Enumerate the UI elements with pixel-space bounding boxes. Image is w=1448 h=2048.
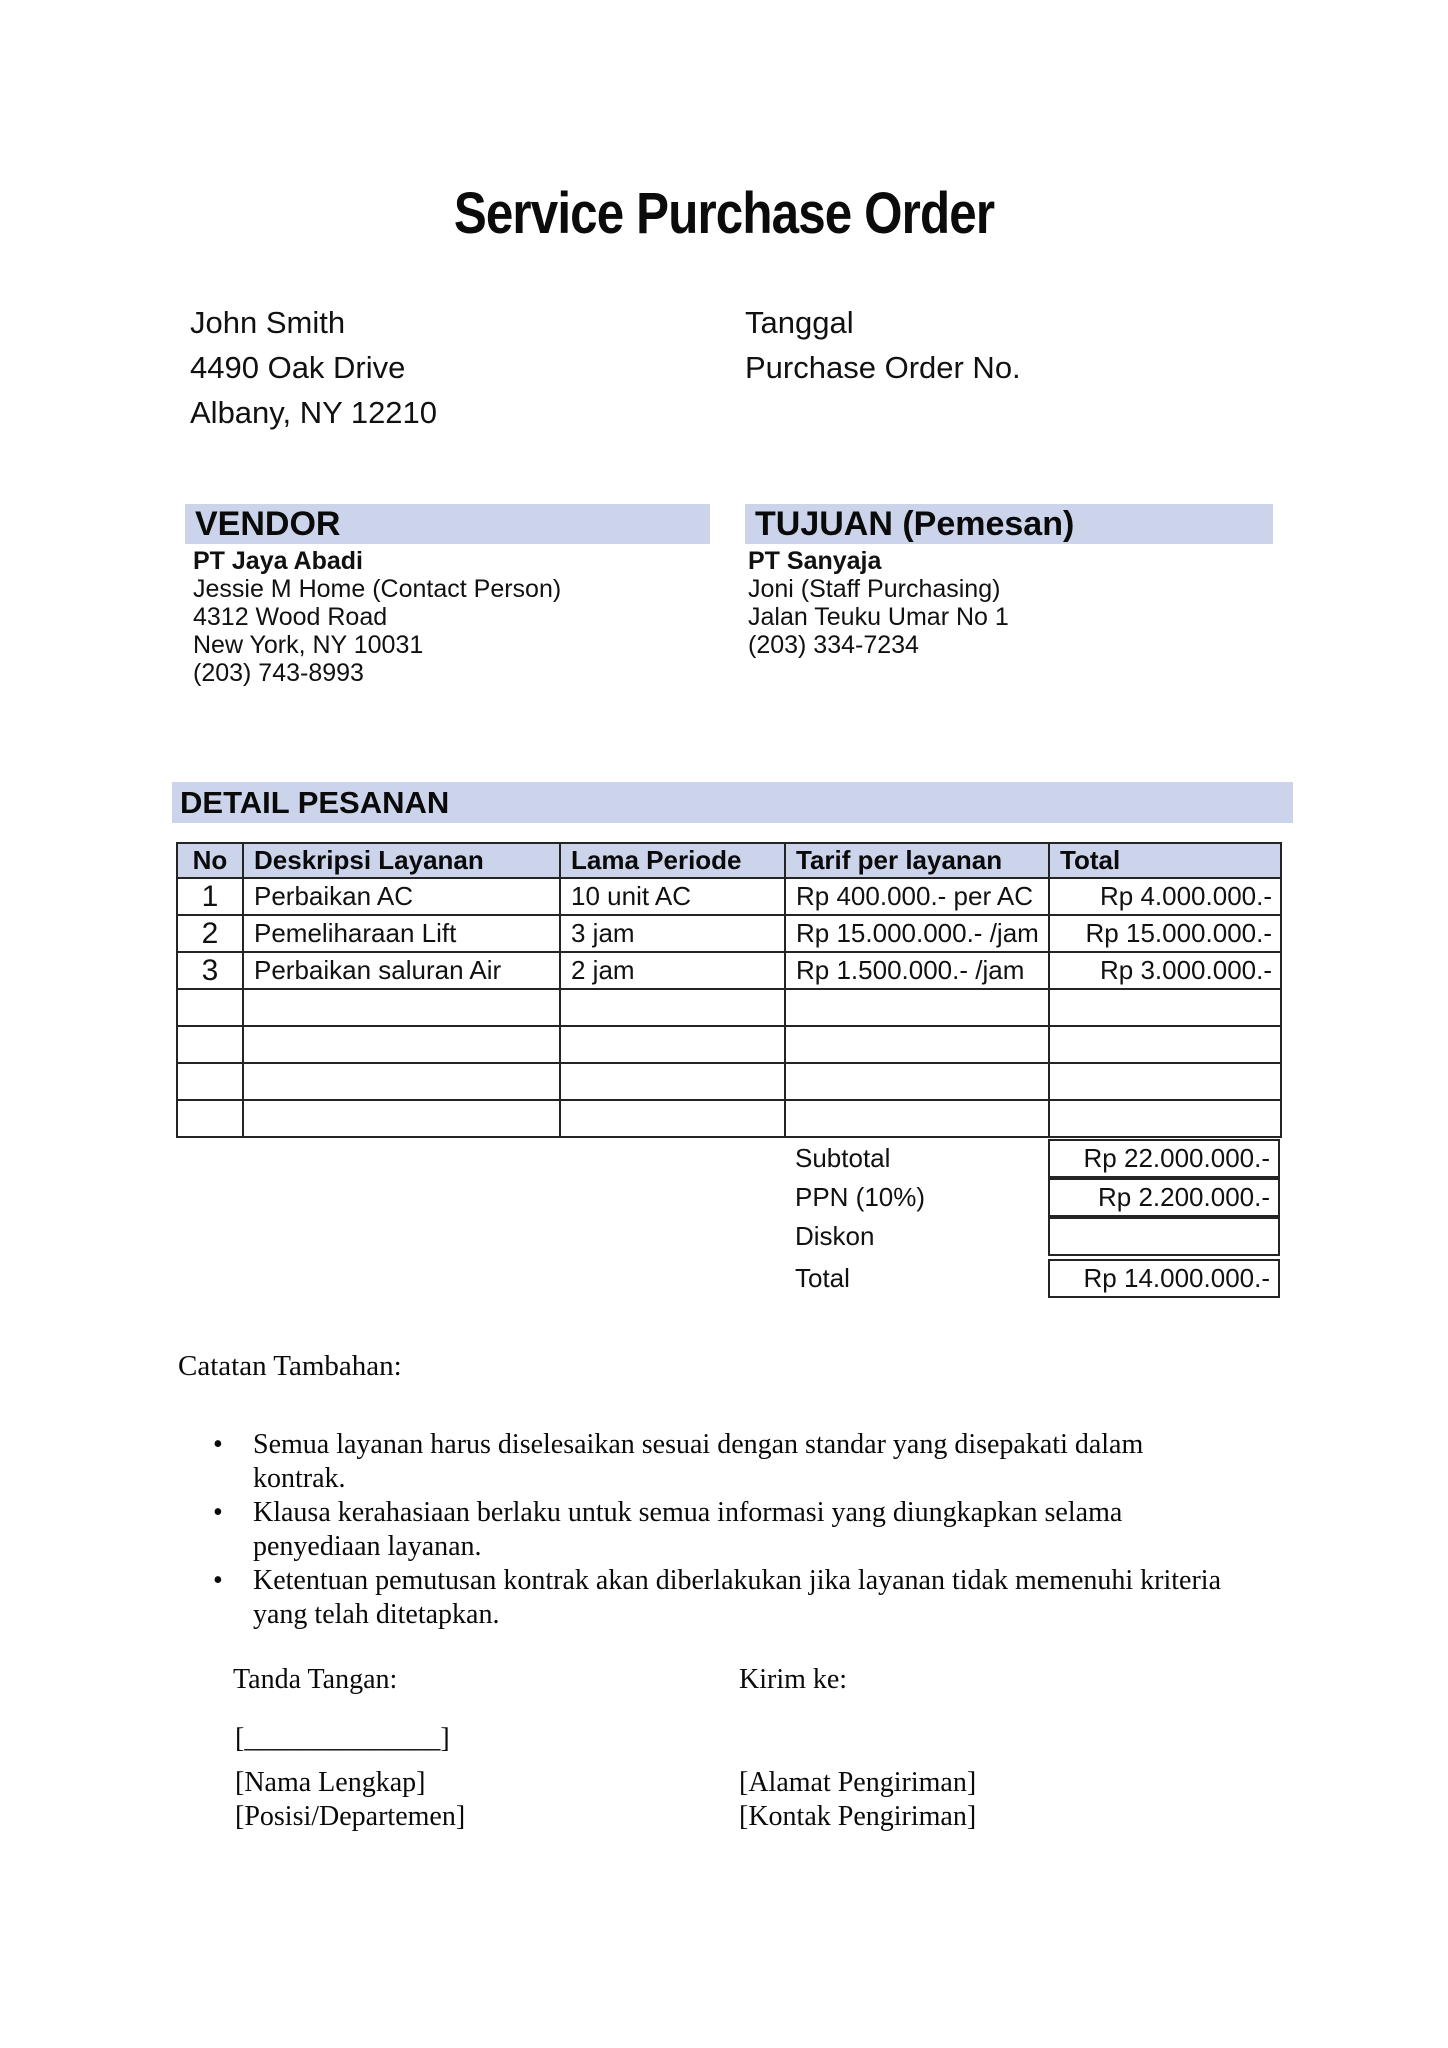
order-details-heading: DETAIL PESANAN: [180, 785, 450, 820]
customer-street: 4490 Oak Drive: [190, 350, 406, 385]
recipient-phone: (203) 334-7234: [748, 631, 919, 659]
table-row: [177, 952, 1281, 989]
order-items-table: [176, 842, 1282, 1138]
bullet-icon: •: [213, 1429, 223, 1460]
cell-total: [1049, 1100, 1281, 1137]
note-item: [213, 1564, 1293, 1632]
cell-total: [1049, 1026, 1281, 1063]
cell-deskripsi: Perbaikan AC: [243, 878, 560, 915]
cell-total: Rp 4.000.000.-: [1049, 878, 1281, 915]
signature-line: [______________]: [235, 1723, 450, 1754]
cell-total: [1049, 1063, 1281, 1100]
cell-no: [177, 1100, 243, 1137]
cell-lama: [560, 1063, 785, 1100]
grand-total-value: Rp 14.000.000.-: [1048, 1259, 1280, 1298]
vendor-heading: VENDOR: [195, 505, 341, 543]
cell-total: Rp 3.000.000.-: [1049, 952, 1281, 989]
order-meta-block: [745, 300, 1021, 390]
note-line: kontrak.: [253, 1463, 346, 1494]
ship-to-heading: Kirim ke:: [739, 1664, 848, 1695]
customer-address-block: [190, 300, 437, 435]
cell-no: [177, 1026, 243, 1063]
column-header-deskripsi: Deskripsi Layanan: [243, 843, 560, 878]
column-header-no: No: [177, 843, 243, 878]
cell-tarif: Rp 400.000.- per AC: [785, 878, 1049, 915]
vendor-phone: (203) 743-8993: [193, 659, 364, 687]
recipient-company: PT Sanyaja: [748, 547, 882, 575]
cell-tarif: [785, 989, 1049, 1026]
bullet-icon: •: [213, 1497, 223, 1528]
cell-tarif: [785, 1100, 1049, 1137]
shipping-contact-placeholder: [Kontak Pengiriman]: [739, 1801, 977, 1832]
signature-heading: Tanda Tangan:: [233, 1664, 398, 1695]
cell-deskripsi: [243, 1026, 560, 1063]
cell-no: 2: [177, 915, 243, 952]
cell-total: [1049, 989, 1281, 1026]
cell-tarif: [785, 1026, 1049, 1063]
cell-no: [177, 989, 243, 1026]
signature-placeholders: [235, 1766, 465, 1834]
page-title: Service Purchase Order: [453, 181, 995, 246]
signature-position-placeholder: [Posisi/Departemen]: [235, 1801, 466, 1832]
note-line: Ketentuan pemutusan kontrak akan diberlakukan jika layanan tidak memenuhi kriteria: [253, 1565, 1221, 1596]
shipping-address-placeholder: [Alamat Pengiriman]: [739, 1767, 977, 1798]
cell-deskripsi: [243, 1063, 560, 1100]
grand-total-label: Total: [795, 1263, 850, 1293]
po-number-label: Purchase Order No.: [745, 350, 1021, 385]
notes-heading: Catatan Tambahan:: [178, 1350, 402, 1382]
recipient-info-block: [748, 547, 1009, 659]
note-line: Semua layanan harus diselesaikan sesuai dengan standar yang disepakati dalam: [253, 1429, 1144, 1460]
note-line: Klausa kerahasiaan berlaku untuk semua informasi yang diungkapkan selama: [253, 1497, 1123, 1528]
table-row-empty: [177, 1026, 1281, 1063]
note-text: [253, 1564, 1221, 1632]
vendor-contact: Jessie M Home (Contact Person): [193, 575, 562, 603]
cell-tarif: [785, 1063, 1049, 1100]
column-header-lama-periode: Lama Periode: [560, 843, 785, 878]
note-line: penyediaan layanan.: [253, 1531, 482, 1562]
signature-name-placeholder: [Nama Lengkap]: [235, 1767, 426, 1798]
customer-name: John Smith: [190, 305, 346, 340]
table-row: [177, 915, 1281, 952]
table-header-row: [177, 843, 1281, 878]
recipient-street: Jalan Teuku Umar No 1: [748, 603, 1009, 631]
cell-lama: 2 jam: [560, 952, 785, 989]
table-row-empty: [177, 989, 1281, 1026]
cell-no: 1: [177, 878, 243, 915]
shipping-placeholders: [739, 1766, 976, 1834]
cell-deskripsi: [243, 989, 560, 1026]
vendor-city: New York, NY 10031: [193, 631, 424, 659]
table-row: [177, 878, 1281, 915]
cell-lama: 3 jam: [560, 915, 785, 952]
cell-tarif: Rp 15.000.000.- /jam: [785, 915, 1049, 952]
column-header-total: Total: [1049, 843, 1281, 878]
diskon-label: Diskon: [795, 1221, 875, 1251]
cell-lama: [560, 989, 785, 1026]
cell-total: Rp 15.000.000.-: [1049, 915, 1281, 952]
notes-list: [213, 1428, 1293, 1632]
vendor-section-header: [185, 504, 710, 544]
recipient-section-header: [745, 504, 1273, 544]
vendor-company: PT Jaya Abadi: [193, 547, 363, 575]
cell-lama: [560, 1026, 785, 1063]
bullet-icon: •: [213, 1565, 223, 1596]
date-label: Tanggal: [745, 305, 854, 340]
cell-tarif: Rp 1.500.000.- /jam: [785, 952, 1049, 989]
recipient-contact: Joni (Staff Purchasing): [748, 575, 1001, 603]
order-details-section-header: [172, 782, 1293, 823]
vendor-info-block: [193, 547, 561, 687]
cell-deskripsi: Pemeliharaan Lift: [243, 915, 560, 952]
cell-deskripsi: [243, 1100, 560, 1137]
diskon-value: [1048, 1217, 1280, 1256]
note-item: [213, 1428, 1293, 1496]
subtotal-value: Rp 22.000.000.-: [1048, 1139, 1280, 1178]
cell-lama: 10 unit AC: [560, 878, 785, 915]
ppn-value: Rp 2.200.000.-: [1048, 1178, 1280, 1217]
note-text: [253, 1428, 1143, 1496]
cell-no: [177, 1063, 243, 1100]
note-item: [213, 1496, 1293, 1564]
column-header-tarif: Tarif per layanan: [785, 843, 1049, 878]
table-row-empty: [177, 1100, 1281, 1137]
table-row-empty: [177, 1063, 1281, 1100]
customer-city: Albany, NY 12210: [190, 395, 438, 430]
ppn-label: PPN (10%): [795, 1182, 926, 1212]
recipient-heading: TUJUAN (Pemesan): [755, 505, 1075, 543]
cell-lama: [560, 1100, 785, 1137]
note-text: [253, 1496, 1122, 1564]
cell-deskripsi: Perbaikan saluran Air: [243, 952, 560, 989]
cell-no: 3: [177, 952, 243, 989]
vendor-street: 4312 Wood Road: [193, 603, 388, 631]
subtotal-label: Subtotal: [795, 1143, 891, 1173]
note-line: yang telah ditetapkan.: [253, 1599, 500, 1630]
